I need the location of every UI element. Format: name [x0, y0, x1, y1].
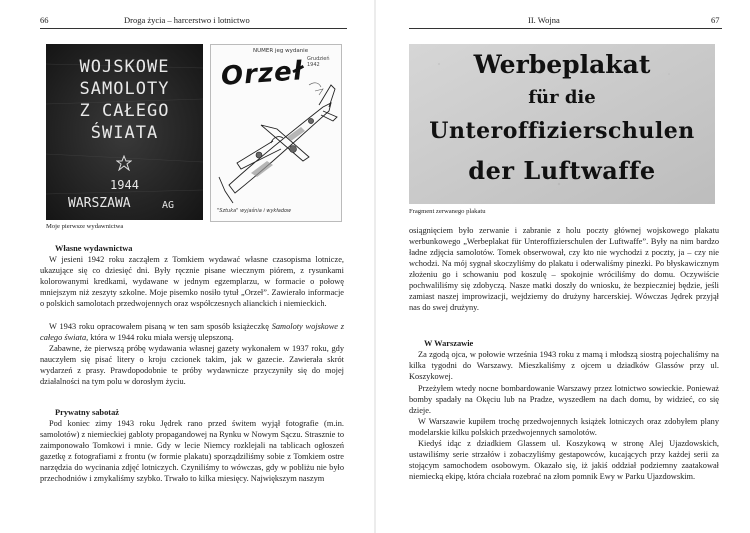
cover1-initials: AG — [162, 200, 175, 211]
poster-line-4: der Luftwaffe — [468, 156, 656, 185]
section-heading-prywatny-sabotaz: Prywatny sabotaż — [55, 408, 119, 417]
paragraph: W jesieni 1942 roku zacząłem z Tomkiem wydawać własne czasopisma lotnicze, ukazujące się co dziesięć dni. Były ręcznie pisane wiecznym piórem, z rysunkami kolorowanymi kredkami, wydawane w jednym egzemplarzu, w formacie o połowę mniejszym niż zeszyty szkolne. Moje pisemko nosiło tytuł „Orzeł”. Zawierało informacje o polskich samolotach przedwojennych oraz współczesnych alianckich i niemieckich. — [40, 255, 344, 309]
cover1-line-4: ŚWIATA — [90, 123, 159, 143]
paragraph: osiągnięciem było zerwanie i zabranie z holu poczty głównej wojskowego plakatu werbunkowego „Werbeplakat für Unteroffizierschulen der Luftwaffe”. Były na nim bardzo ładne zdjęcia samolotów. Tomek obserwował, czy kto nie wychodzi z poczty, ja – czy nie wchodzi. Na mój sygnał skoczyliśmy do plakatu i oderwaliśmy pinezki. Po błyskawicznym złożeniu go i schowaniu pod koszulę – spokojnie wróciliśmy do domu. Oczywiście pochwaliliśmy się zdobyczą. Nasze matki doszły do wniosku, że bezpieczniej będzie, jeśli zamiast naszej improwizacji, wejdziemy do drużyny harcerskiej. Wówczas Jędrek przyjął nas do swej drużyny. — [409, 226, 719, 313]
paragraph: Kiedyś idąc z dziadkiem Glassem ul. Koszykową w stronę Alej Ujazdowskich, ustawiliśmy serie strzałów i zobaczyliśmy gestapowców, kucających przy każdej serii za stojącym samochodem osobowym. Okazało się, iż jakiś oddział podziemny zaatakował niemiecką ekipę, która chciała rozebrać na złom pomnik Ewy w Parku Ujazdowskim. — [409, 439, 719, 482]
poster-line-1: Werbeplakat — [473, 50, 651, 79]
paragraph: Przeżyłem wtedy nocne bombardowanie Warszawy przez lotnictwo sowieckie. Ponieważ bomby spadały na Okęciu lub na Pradze, wyszedłem na dach domu, by widzieć, co się dzieje. — [409, 384, 719, 416]
paragraph-text-end: , która w 1944 roku miała wersję ulepszoną. — [86, 333, 234, 343]
book-title-italic: Samoloty wojskowe z całego świata — [40, 322, 345, 343]
poster-line-2: für die — [528, 87, 596, 108]
poster-line-3: Unteroffizierschulen — [429, 118, 695, 144]
cover2-title: Orzeł — [220, 56, 305, 92]
paragraph: W Warszawie kupiłem trochę przedwojennych książek lotniczych oraz zdobyłem plany modelarskie kilku polskich przedwojennych samolotów. — [409, 417, 719, 438]
eagle-emblem-icon — [116, 155, 132, 171]
right-page-number: 67 — [711, 15, 720, 25]
paragraph-text-start: W 1943 roku opracowałem pisaną w ten sam sposób książeczkę — [49, 322, 272, 331]
cover1-line-1: WOJSKOWE — [79, 57, 170, 77]
right-header-rule — [409, 28, 722, 29]
cover2-subline: Grudzień 1942 — [307, 56, 330, 68]
cover1-city: WARSZAWA — [68, 196, 131, 211]
paragraph: Pod koniec zimy 1943 roku Jędrek rano przed świtem wyjął fotografie (m.in. samolotów) z niemieckiej gabloty propagandowej na Rynku w Nowym Sączu. Strasznie to zaimponowało Tomkowi i mnie. Gdy w lecie Niemcy rozklejali na tablicach ogłoszeń gazetkę z fotografiami z frontu (w formie plakatu) sporządziliśmy sobie z Tomkiem ostre narzędzia do wycinania zdjęć lotniczych. Czyniliśmy to wówczas, gdy w pobliżu nie było przechodniów i zmykaliśmy szybko. Trwało to kilka miesięcy. Największym naszym — [40, 419, 344, 484]
right-running-title: II. Wojna — [528, 15, 560, 25]
cover1-line-3: Z CAŁEGO — [79, 101, 170, 121]
cover2-bottomline: "Sztuka" wyjaśnia i wykładow — [217, 208, 292, 214]
right-caption: Fragment zerwanego plakatu — [409, 208, 486, 215]
cover1-line-2: SAMOLOTY — [79, 79, 170, 99]
paragraph: Za zgodą ojca, w połowie września 1943 roku z mamą i młodszą siostrą pojechaliśmy na kilka tygodni do Warszawy. Mieszkaliśmy z ojcem u dziadków Glassów przy ul. Koszykowej. — [409, 350, 719, 382]
paragraph — [40, 321, 344, 343]
left-header-rule — [40, 28, 347, 29]
spitfire-drawing-icon — [211, 45, 341, 221]
section-heading-w-warszawie: W Warszawie — [424, 339, 474, 348]
right-page — [376, 0, 750, 533]
cover-photo-military-planes — [46, 44, 203, 220]
left-page-number: 66 — [40, 15, 49, 25]
left-caption: Moje pierwsze wydawnictwa — [46, 223, 124, 230]
cover-photo-orzel — [210, 44, 342, 222]
poster-photo — [409, 44, 715, 204]
section-heading-wlasne-wydawnictwa: Własne wydawnictwa — [55, 244, 133, 253]
left-page — [0, 0, 374, 533]
left-running-title: Droga życia – harcerstwo i lotnictwo — [124, 15, 250, 25]
cover1-year: 1944 — [110, 178, 139, 192]
cover2-topline: NUMER jeg wydanie — [253, 48, 309, 54]
paragraph: Zabawne, że pierwszą próbę wydawania własnej gazety wykonałem w 1937 roku, gdy nauczyłem się pisać litery o kroju czcionek takim, jak w gazecie. Zawierała skrót wydarzeń z prasy. Prawdopodobnie te próby wydawnicze przyczyniły się do mojej działalności na tym polu w dorosłym życiu. — [40, 344, 344, 387]
